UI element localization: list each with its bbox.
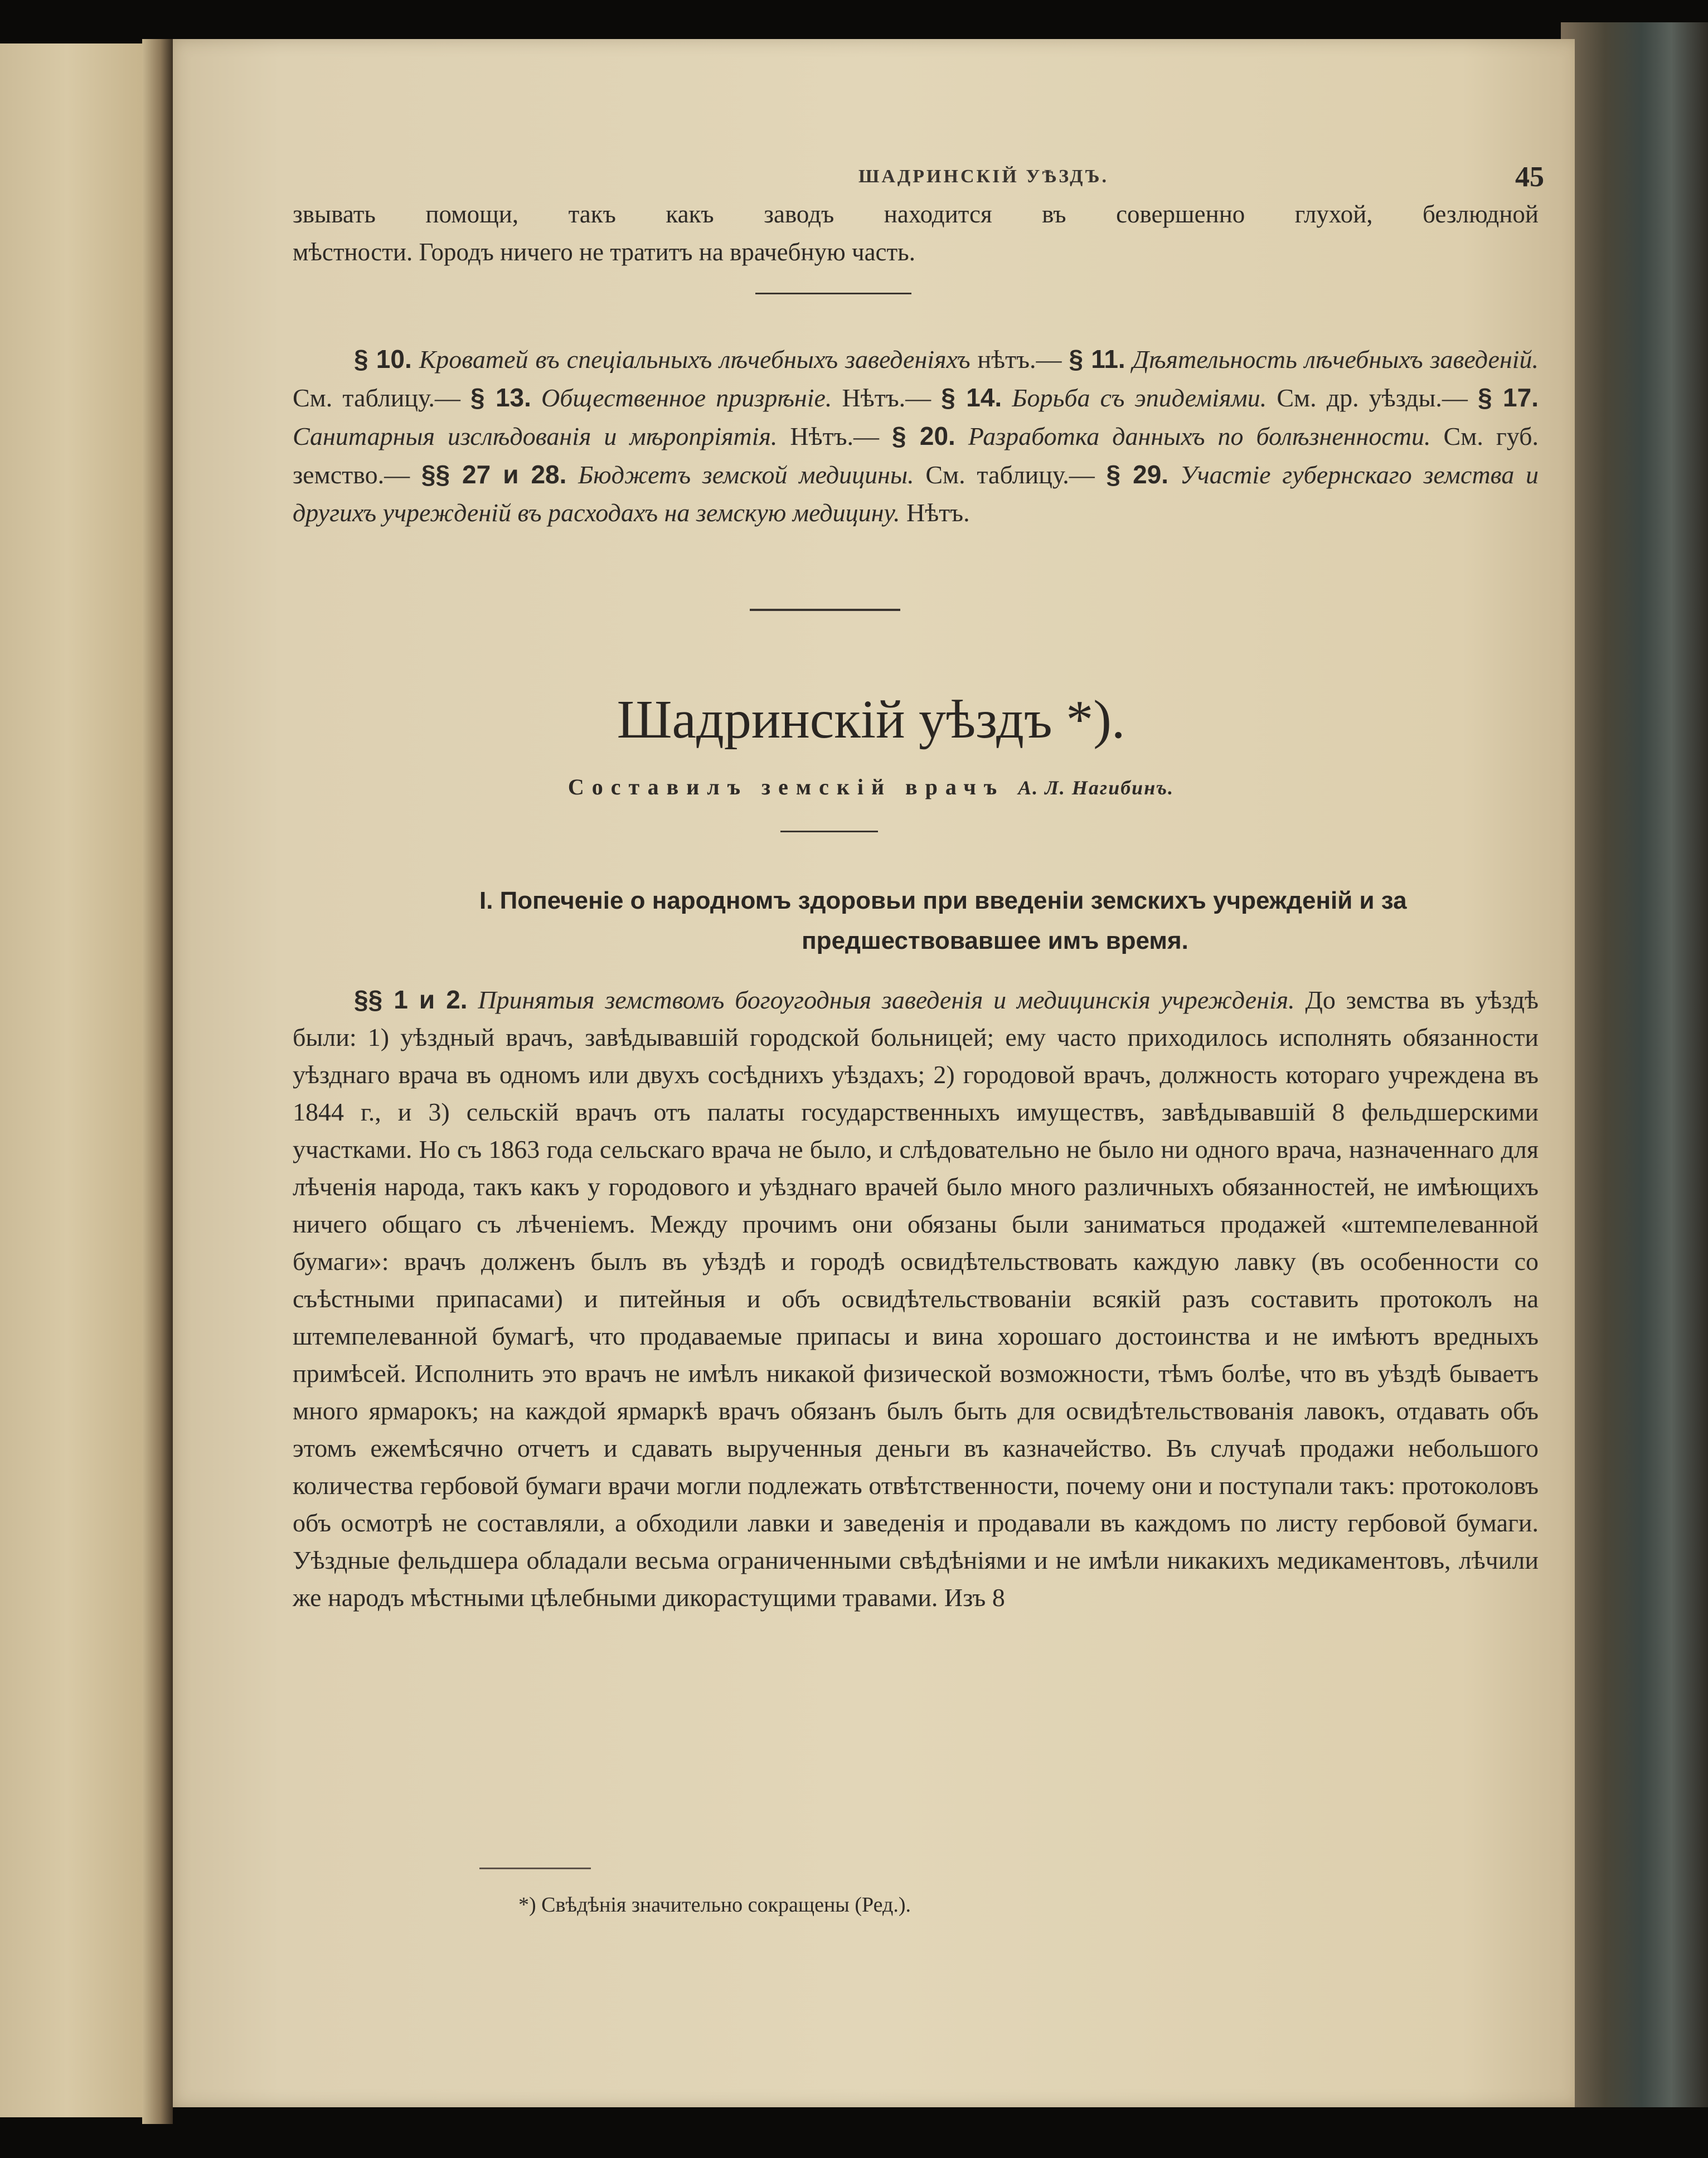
main-paragraph-text: До земства въ уѣздѣ были: 1) уѣздный врачъ, завѣдывавшій городской больницей; ему часто приходилось исполнять обязанности уѣзднаго врача въ одномъ или двухъ сосѣднихъ уѣздахъ; 2) городовой врачъ, должность котораго учреждена въ 1844 г., и 3) сельскій врачъ отъ палаты государственныхъ имуществъ, завѣдывавшій 8 фельдшерскими участками. Но съ 1863 года сельскаго врача не было, и слѣдовательно не было ни одного врача, назначеннаго для лѣченія народа, такъ какъ у городового и уѣзднаго врачей было много различныхъ обязанностей, не имѣющихъ ничего общаго съ лѣченіемъ. Между прочимъ они обязаны были заниматься продажей «штемпелеванной бумаги»: врачъ долженъ былъ въ уѣздѣ и городѣ освидѣтельствовать каждую лавку (въ особенности со съѣстными припасами) и питейныя и объ освидѣтельствованіи всякій разъ составить протоколъ на штемпелеванной бумагѣ, что продаваемые припасы и вина хорошаго достоинства и не имѣютъ вредныхъ примѣсей. Исполнить это врачъ не имѣлъ никакой физической возможности, тѣмъ болѣе, что въ уѣздѣ бываетъ много ярмарокъ; на каждой ярмаркѣ врачъ обязанъ былъ быть для освидѣтельствованія лавокъ, отдавать объ этомъ ежемѣсячно отчетъ и сдавать вырученныя деньги въ казначейство. Въ случаѣ продажи небольшого количества гербовой бумаги врачи могли подлежать отвѣтственности, почему они и поступали такъ: протоколовъ объ осмотрѣ не составляли, а обходили лавки и заведенія и продавали въ каждомъ по листу гербовой бумаги. Уѣздные фельдшера обладали весьма ограниченными свѣдѣніями и не имѣли никакихъ медикаментовъ, лѣчили же народъ мѣстными цѣлебными дикорастущими травами. Изъ 8 — [293, 986, 1539, 1612]
section-title: Кроватей въ спеціальныхъ лѣчебныхъ заведеніяхъ — [419, 345, 971, 374]
district-title: Шадринскій уѣздъ *). — [617, 690, 1125, 750]
section-text: См. др. уѣзды.— — [1267, 384, 1468, 412]
separator-rule — [780, 831, 878, 832]
sections-paragraph — [293, 340, 1539, 532]
main-paragraph-sections: §§ 1 и 2. — [354, 985, 468, 1014]
section-text: Нѣтъ.— — [777, 422, 880, 450]
section-number: § 17. — [1478, 383, 1539, 412]
section-text: См. губ. земство.— — [293, 422, 1539, 489]
section-heading — [479, 881, 1511, 961]
section-text: Нѣтъ.— — [832, 384, 931, 412]
top-paragraph-line: мѣстности. Городъ ничего не тратитъ на врачебную часть. — [293, 238, 915, 266]
author-prefix: Составилъ земскій врачъ — [567, 774, 1005, 799]
section-title: Борьба съ эпидеміями. — [1012, 384, 1267, 412]
section-number: §§ 27 и 28. — [421, 460, 567, 489]
section-title: Санитарныя изслѣдованія и мѣропріятія. — [293, 422, 778, 450]
page-number: 45 — [1515, 161, 1544, 193]
book-page — [167, 39, 1575, 2107]
top-paragraph-line: звывать помощи, такъ какъ заводъ находится въ совершенно глухой, безлюдной — [293, 200, 1539, 228]
main-paragraph-title: Принятыя земствомъ богоугодныя заведенія и медицинскія учрежденія. — [478, 986, 1295, 1014]
section-text: См. таблицу.— — [293, 384, 460, 412]
section-title: Разработка данныхъ по болѣзненности. — [968, 422, 1431, 450]
book-spine — [142, 39, 173, 2124]
section-text: нѣтъ.— — [970, 345, 1062, 374]
section-number: § 14. — [941, 383, 1002, 412]
main-paragraph — [293, 981, 1539, 1616]
section-number: § 13. — [470, 383, 531, 412]
section-text: См. таблицу.— — [914, 460, 1095, 489]
section-title: Участіе губернскаго земства и другихъ учрежденій въ расходахъ на земскую медицину. — [293, 460, 1539, 527]
running-title: ШАДРИНСКІЙ УѢЗДЪ. — [858, 166, 1109, 187]
book-binding — [1561, 22, 1708, 2107]
author-line — [167, 774, 1575, 800]
author-name: А. Л. Нагибинъ. — [1018, 777, 1175, 799]
separator-rule — [750, 609, 900, 611]
footnote-rule — [479, 1868, 591, 1869]
section-number: § 10. — [354, 345, 412, 374]
section-heading-line2: предшествовавшее имъ время. — [802, 927, 1188, 954]
footnote: *) Свѣдѣнія значительно сокращены (Ред.). — [518, 1893, 911, 1917]
section-title: Общественное призрѣніе. — [541, 384, 832, 412]
section-text: Нѣтъ. — [900, 498, 970, 527]
section-title: Дѣятельность лѣчебныхъ заведеній. — [1132, 345, 1539, 374]
section-number: § 20. — [892, 421, 955, 450]
top-paragraph — [293, 195, 1539, 271]
section-heading-line1: I. Попеченіе о народномъ здоровьи при введеніи земскихъ учрежденій и за — [479, 887, 1407, 914]
section-title: Бюджетъ земской медицины. — [578, 460, 914, 489]
section-number: § 11. — [1069, 345, 1125, 374]
separator-rule — [755, 293, 911, 294]
section-number: § 29. — [1106, 460, 1169, 489]
